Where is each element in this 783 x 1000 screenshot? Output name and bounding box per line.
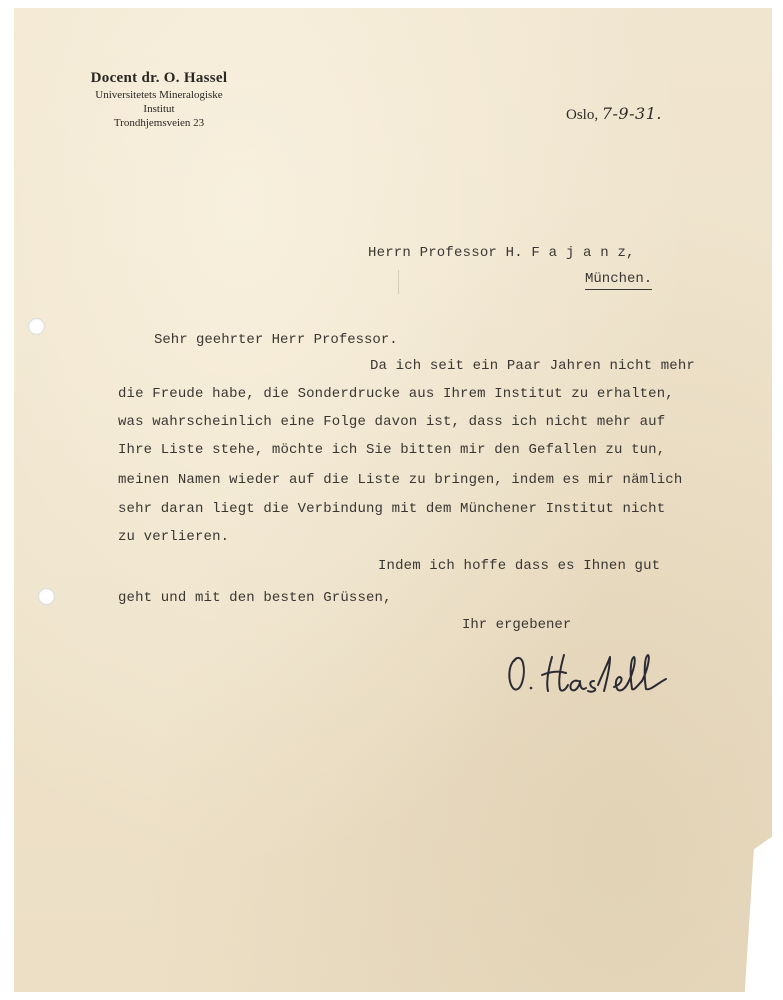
body-line: die Freude habe, die Sonderdrucke aus Ihrem Institut zu erhalten, [118, 386, 674, 402]
letterhead-institute: Universitetets Mineralogiske Institut [95, 89, 223, 115]
punch-hole-bottom [38, 588, 55, 605]
body-line: Da ich seit ein Paar Jahren nicht mehr [370, 358, 695, 374]
salutation: Sehr geehrter Herr Professor. [154, 332, 398, 348]
letterhead-name: Docent dr. O. Hassel [90, 70, 228, 86]
body-line: zu verlieren. [118, 529, 230, 545]
recipient-line: Herrn Professor H. F a j a n z, [368, 245, 635, 261]
letterhead-address: Trondhjemsveien 23 [113, 117, 205, 129]
body-line: meinen Namen wieder auf die Liste zu bringen, indem es mir nämlich [118, 472, 683, 488]
date-value: 7-9-31. [601, 104, 662, 123]
date-place: Oslo, [566, 107, 599, 123]
closing: Ihr ergebener [462, 617, 572, 633]
handwritten-signature [502, 645, 672, 697]
letterhead [79, 68, 239, 130]
body-line: was wahrscheinlich eine Folge davon ist, dass ich nicht mehr auf [118, 414, 666, 430]
body-line: sehr daran liegt die Verbindung mit dem Münchener Institut nicht [118, 501, 666, 517]
punch-hole-top [28, 318, 45, 335]
body-line: Ihre Liste stehe, möchte ich Sie bitten mir den Gefallen zu tun, [118, 442, 666, 458]
body-line: Indem ich hoffe dass es Ihnen gut [378, 558, 661, 574]
letter-date [566, 104, 662, 124]
recipient-city: München. [585, 270, 652, 290]
paper-crease [398, 270, 399, 294]
body-line: geht und mit den besten Grüssen, [118, 590, 392, 606]
